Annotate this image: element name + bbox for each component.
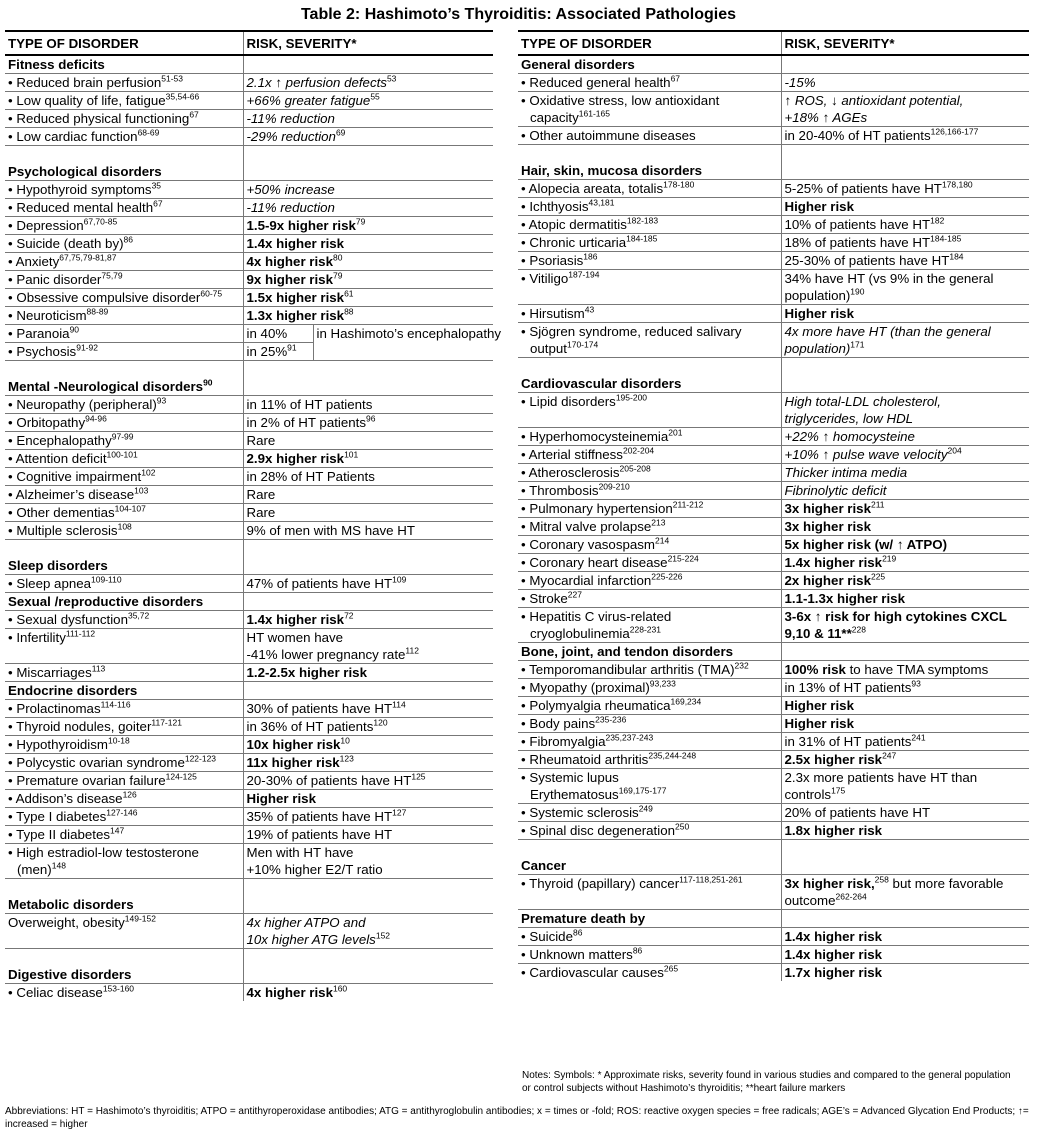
disorder-cell: • Cardiovascular causes$^{265}$ [518, 964, 781, 982]
disorder-header: TYPE OF DISORDER [5, 31, 243, 55]
disorder-cell: • Polymyalgia rheumatica$^{169,234}$ [518, 697, 781, 715]
table-row [5, 74, 493, 92]
disorder-cell: • Addison’s disease$^{126}$ [5, 790, 243, 808]
section-title-row: Mental -Neurological disorders$^{90}$ [5, 378, 493, 396]
disorder-cell: • Lipid disorders$^{195-200}$ [518, 393, 781, 411]
disorder-cell: • Multiple sclerosis$^{108}$ [5, 522, 243, 540]
section-title: Cancer [521, 858, 567, 873]
table-row [518, 428, 1029, 446]
risk-cell: 3x higher risk$^{211}$ [781, 500, 1029, 518]
risk-cell: -41% lower pregnancy rate$^{112}$ [243, 646, 493, 664]
risk-cell: +10% higher E2/T ratio [243, 861, 493, 879]
section-title-row [518, 643, 1029, 661]
table-row [518, 287, 1029, 305]
disorder-cell: • Alopecia areata, totalis$^{178-180}$ [518, 180, 781, 198]
table-row [5, 646, 493, 664]
disorder-cell: • Hyperhomocysteinemia$^{201}$ [518, 428, 781, 446]
risk-cell: 35% of patients have HT$^{127}$ [243, 808, 493, 826]
risk-cell: 11x higher risk$^{123}$ [243, 754, 493, 772]
table-row [5, 700, 493, 718]
table-row [5, 235, 493, 253]
disorder-cell: • High estradiol-low testosterone [5, 844, 243, 862]
left-table [5, 30, 502, 1001]
risk-cell: +50% increase [243, 181, 493, 199]
disorder-cell: • Rheumatoid arthritis$^{235,244-248}$ [518, 751, 781, 769]
risk-cell: -11% reduction [243, 199, 493, 217]
risk-cell: 1.4x higher risk$^{219}$ [781, 554, 1029, 572]
risk-cell: 5x higher risk (w/ ↑ ATPO) [781, 536, 1029, 554]
disorder-cell: capacity$^{161-165}$ [530, 108, 610, 125]
table-row [518, 572, 1029, 590]
risk-cell: controls$^{175}$ [781, 786, 1029, 804]
table-row [5, 664, 493, 682]
risk-cell: in 36% of HT patients$^{120}$ [243, 718, 493, 736]
risk-cell: 3x higher risk [781, 518, 1029, 536]
disorder-cell: • Premature ovarian failure$^{124-125}$ [5, 772, 243, 790]
disorder-cell: • Myocardial infarction$^{225-226}$ [518, 572, 781, 590]
table-row [5, 984, 493, 1002]
table-row [5, 307, 493, 325]
disorder-cell: • Low quality of life, fatigue$^{35,54-66}$ [5, 92, 243, 110]
risk-cell: 1.1-1.3x higher risk [781, 590, 1029, 608]
disorder-cell: • Coronary heart disease$^{215-224}$ [518, 554, 781, 572]
disorder-cell: • Atopic dermatitis$^{182-183}$ [518, 216, 781, 234]
disorder-cell: • Other dementias$^{104-107}$ [5, 504, 243, 522]
table-row [5, 914, 493, 932]
disorder-cell [518, 892, 781, 910]
section-title-row [518, 375, 1029, 393]
risk-cell: 10x higher risk$^{10}$ [243, 736, 493, 754]
disorder-cell: • Atherosclerosis$^{205-208}$ [518, 464, 781, 482]
risk-cell: 5-25% of patients have HT$^{178,180}$ [781, 180, 1029, 198]
disorder-cell: Overweight, obesity$^{149-152}$ [5, 914, 243, 932]
disorder-cell: • Other autoimmune diseases [518, 127, 781, 145]
disorder-cell: • Mitral valve prolapse$^{213}$ [518, 518, 781, 536]
table-row [5, 861, 493, 879]
spacer-row [518, 145, 1029, 163]
risk-cell: 1.5x higher risk$^{61}$ [243, 289, 493, 307]
disorder-cell: • Arterial stiffness$^{202-204}$ [518, 446, 781, 464]
table-row [5, 844, 493, 862]
table-row [518, 234, 1029, 252]
table-row: • Psychosis$^{91-92}$ in 25%$^{91}$ [5, 343, 493, 361]
risk-cell: 2.3x more patients have HT than [781, 769, 1029, 787]
disorder-cell: • Body pains$^{235-236}$ [518, 715, 781, 733]
disorder-cell [5, 646, 243, 664]
disorder-cell: • Neuropathy (peripheral)$^{93}$ [5, 396, 243, 414]
disorder-cell: • Infertility$^{111-112}$ [5, 629, 243, 647]
table-row [5, 736, 493, 754]
table-row [5, 199, 493, 217]
disorder-cell: • Orbitopathy$^{94-96}$ [5, 414, 243, 432]
disorder-cell: • Low cardiac function$^{68-69}$ [5, 128, 243, 146]
disorder-header: TYPE OF DISORDER [518, 31, 781, 55]
disorder-cell: • Hypothyroidism$^{10-18}$ [5, 736, 243, 754]
table-row [518, 822, 1029, 840]
table-row [5, 271, 493, 289]
table-row [518, 946, 1029, 964]
disorder-cell: (men)$^{148}$ [17, 860, 66, 877]
risk-cell: in 13% of HT patients$^{93}$ [781, 679, 1029, 697]
disorder-cell: • Psoriasis$^{186}$ [518, 252, 781, 270]
risk-cell: 20% of patients have HT [781, 804, 1029, 822]
table-row [518, 74, 1029, 92]
disorder-cell: • Oxidative stress, low antioxidant [518, 92, 781, 110]
disorder-cell: • Panic disorder$^{75,79}$ [5, 271, 243, 289]
disorder-cell: • Celiac disease$^{153-160}$ [5, 984, 243, 1002]
disorder-cell: • Spinal disc degeneration$^{250}$ [518, 822, 781, 840]
table-row [518, 127, 1029, 145]
risk-cell: Fibrinolytic deficit [781, 482, 1029, 500]
table-row [5, 396, 493, 414]
risk-header: RISK, SEVERITY* [243, 31, 493, 55]
risk-cell: 1.7x higher risk [781, 964, 1029, 982]
disorder-cell: • Thyroid nodules, goiter$^{117-121}$ [5, 718, 243, 736]
risk-cell: 2.1x ↑ perfusion defects$^{53}$ [243, 74, 493, 92]
table-row [5, 611, 493, 629]
section-title: Sleep disorders [8, 558, 108, 573]
risk-cell: 4x higher risk$^{80}$ [243, 253, 493, 271]
disorder-cell: • Reduced physical functioning$^{67}$ [5, 110, 243, 128]
table-row [5, 92, 493, 110]
risk-cell: -29% reduction$^{69}$ [243, 128, 493, 146]
risk-cell: in 31% of HT patients$^{241}$ [781, 733, 1029, 751]
disorder-cell: • Alzheimer’s disease$^{103}$ [5, 486, 243, 504]
disorder-cell [518, 410, 781, 428]
risk-cell: Rare [243, 504, 493, 522]
table-row: • Paranoia$^{90}$ in 40% in Hashimoto’s encephalopathy [5, 325, 493, 343]
table-row [518, 536, 1029, 554]
spacer-row [518, 358, 1029, 376]
disorder-cell: • Depression$^{67,70-85}$ [5, 217, 243, 235]
section-title: General disorders [521, 57, 635, 72]
disorder-cell: • Myopathy (proximal)$^{93,233}$ [518, 679, 781, 697]
table-row [518, 697, 1029, 715]
table-row [518, 608, 1029, 626]
table-row [518, 625, 1029, 643]
table-row [5, 432, 493, 450]
section-title: Metabolic disorders [8, 897, 134, 912]
risk-header: RISK, SEVERITY* [781, 31, 1029, 55]
section-title-row [518, 162, 1029, 180]
risk-cell: 19% of patients have HT [243, 826, 493, 844]
spacer-row [5, 949, 493, 967]
risk-cell: 1.5-9x higher risk$^{79}$ [243, 217, 493, 235]
risk-cell: HT women have [243, 629, 493, 647]
risk-cell: triglycerides, low HDL [781, 410, 1029, 428]
section-title-row [518, 55, 1029, 74]
section-title: Digestive disorders [8, 967, 132, 982]
table-row [518, 305, 1029, 323]
spacer-row [5, 879, 493, 897]
section-title: Sexual /reproductive disorders [5, 593, 243, 611]
disorder-cell: • Suicide$^{86}$ [518, 928, 781, 946]
disorder-cell: • Hirsutism$^{43}$ [518, 305, 781, 323]
section-title-row [5, 163, 493, 181]
section-title-row [5, 593, 493, 611]
risk-cell: ↑ ROS, ↓ antioxidant potential, [781, 92, 1029, 110]
disorder-cell: Erythematosus$^{169,175-177}$ [530, 785, 667, 802]
spacer-row [5, 146, 493, 164]
risk-cell: 1.2-2.5x higher risk [243, 664, 493, 682]
table-row [5, 931, 493, 949]
risk-cell: Higher risk [781, 697, 1029, 715]
table-row [518, 892, 1029, 910]
disorder-cell: • Vitiligo$^{187-194}$ [518, 270, 781, 288]
risk-cell: in 11% of HT patients [243, 396, 493, 414]
section-title-row [518, 910, 1029, 928]
section-title: Endocrine disorders [5, 682, 243, 700]
disorder-cell: • Anxiety$^{67,75,79-81,87}$ [5, 253, 243, 271]
section-title: Fitness deficits [8, 57, 105, 72]
risk-cell: 4x more have HT (than the general [781, 323, 1029, 341]
table-row [518, 340, 1029, 358]
section-title: Bone, joint, and tendon disorders [518, 643, 781, 661]
risk-cell: High total-LDL cholesterol, [781, 393, 1029, 411]
disorder-cell: • Reduced general health$^{67}$ [518, 74, 781, 92]
risk-cell: +66% greater fatigue$^{55}$ [243, 92, 493, 110]
table-notes: Notes: Symbols: * Approximate risks, severity found in various studies and compared to the general population or control subjects without Hashimoto’s thyroiditis; **heart failure markers [522, 1070, 1011, 1094]
table-row [518, 769, 1029, 787]
table-row [5, 450, 493, 468]
table-row [5, 289, 493, 307]
table-row [518, 733, 1029, 751]
spacer-row [518, 840, 1029, 858]
table-row [518, 323, 1029, 341]
risk-cell: +10% ↑ pulse wave velocity$^{204}$ [781, 446, 1029, 464]
disorder-cell: • Type I diabetes$^{127-146}$ [5, 808, 243, 826]
disorder-cell: • Encephalopathy$^{97-99}$ [5, 432, 243, 450]
disorder-cell: • Coronary vasospasm$^{214}$ [518, 536, 781, 554]
disorder-cell: • Sexual dysfunction$^{35,72}$ [5, 611, 243, 629]
risk-cell: 30% of patients have HT$^{114}$ [243, 700, 493, 718]
abbreviations: Abbreviations: HT = Hashimoto’s thyroiditis; ATPO = antithyroperoxidase antibodies; ATG = antithyroglobulin antibodies; x = times or -fold; ROS: reactive oxygen species = free radicals; AGE’s = Advanced Glycation End Products; ↑= increased = higher [5, 1106, 1029, 1130]
disorder-cell: • Suicide (death by)$^{86}$ [5, 235, 243, 253]
section-title-row [5, 896, 493, 914]
table-row [518, 804, 1029, 822]
table-row [518, 590, 1029, 608]
table-row [5, 808, 493, 826]
risk-cell: Thicker intima media [781, 464, 1029, 482]
risk-cell: population)$^{171}$ [781, 340, 1029, 358]
risk-cell: 2.5x higher risk$^{247}$ [781, 751, 1029, 769]
disorder-cell: • Hypothyroid symptoms$^{35}$ [5, 181, 243, 199]
risk-cell: population)$^{190}$ [781, 287, 1029, 305]
risk-cell: Higher risk [781, 305, 1029, 323]
table-row [5, 128, 493, 146]
risk-cell: 1.8x higher risk [781, 822, 1029, 840]
table-row [518, 500, 1029, 518]
table-title: Table 2: Hashimoto’s Thyroiditis: Associated Pathologies [300, 6, 737, 23]
table-row: • Thyroid (papillary) cancer$^{117-118,251-261}$ 3x higher risk,$^{258}$ but more favorable [518, 875, 1029, 893]
section-title: Premature death by [518, 910, 781, 928]
table-row [518, 964, 1029, 982]
disorder-cell: • Hepatitis C virus-related [518, 608, 781, 626]
risk-cell: 1.4x higher risk [781, 946, 1029, 964]
table-row [5, 217, 493, 235]
risk-cell: Men with HT have [243, 844, 493, 862]
disorder-cell: • Pulmonary hypertension$^{211-212}$ [518, 500, 781, 518]
risk-cell: 3-6x ↑ risk for high cytokines CXCL [781, 608, 1029, 626]
table-row [5, 181, 493, 199]
disorder-cell: • Chronic urticaria$^{184-185}$ [518, 234, 781, 252]
disorder-cell: • Sleep apnea$^{109-110}$ [5, 575, 243, 593]
table-row [518, 679, 1029, 697]
disorder-cell [518, 287, 781, 305]
table-row [5, 754, 493, 772]
risk-cell: Higher risk [781, 198, 1029, 216]
encephalopathy-note: in Hashimoto’s encephalopathy [313, 325, 493, 361]
disorder-cell: • Type II diabetes$^{147}$ [5, 826, 243, 844]
right-table [518, 30, 1029, 981]
table-row [518, 252, 1029, 270]
disorder-cell: • Miscarriages$^{113}$ [5, 664, 243, 682]
table-row [5, 468, 493, 486]
table-row [518, 410, 1029, 428]
risk-cell: -11% reduction [243, 110, 493, 128]
disorder-cell: • Polycystic ovarian syndrome$^{122-123}$ [5, 754, 243, 772]
disorder-cell: • Thrombosis$^{209-210}$ [518, 482, 781, 500]
table-row [5, 504, 493, 522]
table-row [518, 928, 1029, 946]
disorder-cell: • Stroke$^{227}$ [518, 590, 781, 608]
disorder-cell: • Fibromyalgia$^{235,237-243}$ [518, 733, 781, 751]
section-title-row [5, 966, 493, 984]
risk-cell: 10x higher ATG levels$^{152}$ [243, 931, 493, 949]
table-row [518, 554, 1029, 572]
disorder-cell [5, 931, 243, 949]
risk-cell: 4x higher risk$^{160}$ [243, 984, 493, 1002]
table-row [518, 216, 1029, 234]
section-title: Hair, skin, mucosa disorders [521, 163, 703, 178]
table-row [518, 109, 1029, 127]
section-title: Cardiovascular disorders [521, 376, 682, 391]
risk-cell: 9,10 & 11**$^{228}$ [781, 625, 1029, 643]
disorder-cell: • Systemic lupus [518, 769, 781, 787]
table-row [518, 464, 1029, 482]
table-row [5, 826, 493, 844]
risk-cell: Rare [243, 432, 493, 450]
table-row: • Temporomandibular arthritis (TMA)$^{232}$ 100% risk to have TMA symptoms [518, 661, 1029, 679]
table-row [518, 92, 1029, 110]
risk-cell: Higher risk [243, 790, 493, 808]
disorder-cell: • Unknown matters$^{86}$ [518, 946, 781, 964]
risk-cell: +22% ↑ homocysteine [781, 428, 1029, 446]
table-row [5, 718, 493, 736]
table-row [5, 522, 493, 540]
section-title-row [5, 682, 493, 700]
table-row [5, 253, 493, 271]
disorder-cell: cryoglobulinemia$^{228-231}$ [530, 624, 661, 641]
table-row [5, 414, 493, 432]
risk-cell: 47% of patients have HT$^{109}$ [243, 575, 493, 593]
risk-cell: outcome$^{262-264}$ [781, 892, 1029, 910]
tma-risk-cell: 100% risk to have TMA symptoms [781, 661, 1029, 679]
risk-cell: 4x higher ATPO and [243, 914, 493, 932]
risk-cell: in 20-40% of HT patients$^{126,166-177}$ [781, 127, 1029, 145]
risk-cell: 9% of men with MS have HT [243, 522, 493, 540]
disorder-cell: • Reduced mental health$^{67}$ [5, 199, 243, 217]
risk-cell: -15% [781, 74, 1029, 92]
section-title: Mental -Neurological disorders [8, 379, 204, 394]
risk-cell: Rare [243, 486, 493, 504]
disorder-cell: • Cognitive impairment$^{102}$ [5, 468, 243, 486]
table-row [518, 715, 1029, 733]
disorder-cell: • Attention deficit$^{100-101}$ [5, 450, 243, 468]
risk-cell: Higher risk [781, 715, 1029, 733]
risk-cell: 1.4x higher risk [781, 928, 1029, 946]
table-row [5, 110, 493, 128]
disorder-cell: output$^{170-174}$ [530, 339, 599, 356]
table-row [518, 446, 1029, 464]
risk-cell: 2.9x higher risk$^{101}$ [243, 450, 493, 468]
table-row [5, 772, 493, 790]
disorder-cell: • Ichthyosis$^{43,181}$ [518, 198, 781, 216]
risk-cell: 1.4x higher risk$^{72}$ [243, 611, 493, 629]
risk-cell: 20-30% of patients have HT$^{125}$ [243, 772, 493, 790]
risk-cell: 2x higher risk$^{225}$ [781, 572, 1029, 590]
risk-cell: 9x higher risk$^{79}$ [243, 271, 493, 289]
table-row [518, 180, 1029, 198]
risk-cell: in 28% of HT Patients [243, 468, 493, 486]
section-title-row [5, 55, 493, 74]
table-row [5, 790, 493, 808]
table-row [5, 575, 493, 593]
table-row [5, 486, 493, 504]
spacer-row [5, 361, 493, 379]
table-row [518, 482, 1029, 500]
disorder-cell: • Obsessive compulsive disorder$^{60-75}$ [5, 289, 243, 307]
risk-cell: 34% have HT (vs 9% in the general [781, 270, 1029, 288]
table-row [5, 629, 493, 647]
risk-cell: in 2% of HT patients$^{96}$ [243, 414, 493, 432]
table-row [518, 270, 1029, 288]
disorder-cell: • Neuroticism$^{88-89}$ [5, 307, 243, 325]
table-row [518, 198, 1029, 216]
risk-cell: 1.4x higher risk [243, 235, 493, 253]
disorder-cell: • Prolactinomas$^{114-116}$ [5, 700, 243, 718]
disorder-cell: • Systemic sclerosis$^{249}$ [518, 804, 781, 822]
disorder-cell: • Reduced brain perfusion$^{51-53}$ [5, 74, 243, 92]
table-row [518, 518, 1029, 536]
section-title-row [5, 557, 493, 575]
table-row [518, 393, 1029, 411]
section-title: Psychological disorders [8, 164, 162, 179]
table-row [518, 786, 1029, 804]
disorder-cell: • Sjögren syndrome, reduced salivary [518, 323, 781, 341]
table-row [518, 751, 1029, 769]
risk-cell: 18% of patients have HT$^{184-185}$ [781, 234, 1029, 252]
section-title-row [518, 857, 1029, 875]
spacer-row [5, 540, 493, 558]
risk-cell: 10% of patients have HT$^{182}$ [781, 216, 1029, 234]
risk-cell: 25-30% of patients have HT$^{184}$ [781, 252, 1029, 270]
risk-cell: 1.3x higher risk$^{88}$ [243, 307, 493, 325]
risk-cell: +18% ↑ AGEs [781, 109, 1029, 127]
